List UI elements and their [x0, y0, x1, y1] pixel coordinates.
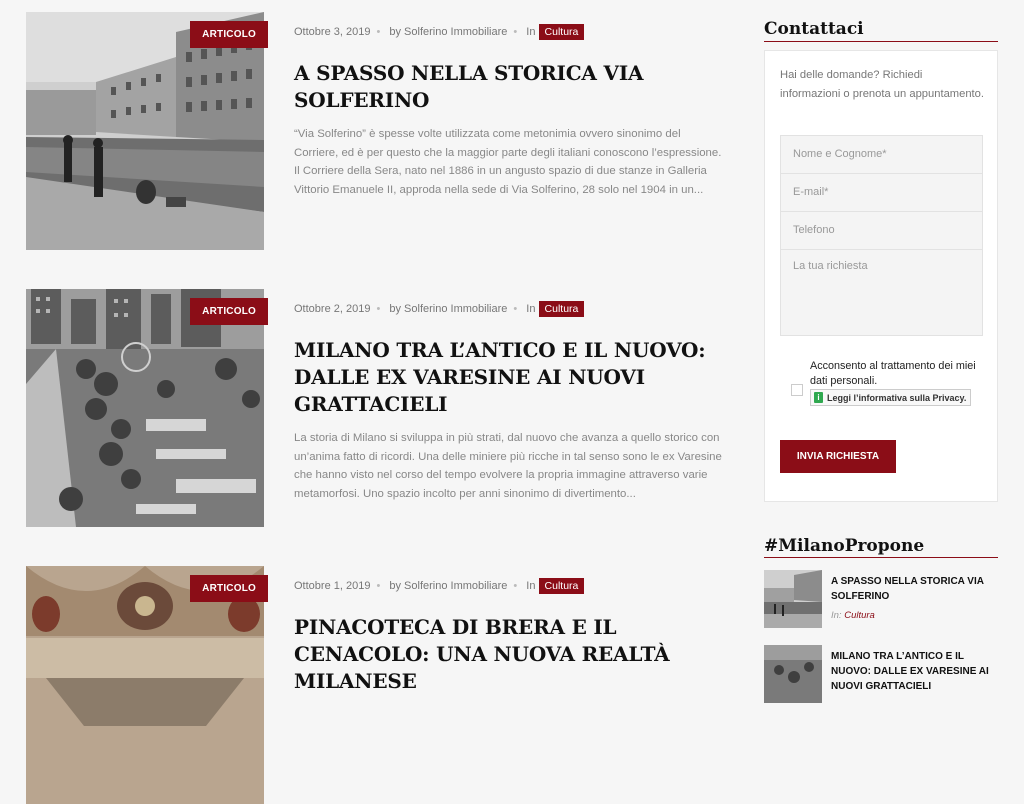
- submit-button[interactable]: INVIA RICHIESTA: [780, 440, 896, 473]
- article-badge[interactable]: ARTICOLO: [190, 21, 268, 48]
- category-tag[interactable]: Cultura: [539, 24, 585, 40]
- article-badge[interactable]: ARTICOLO: [190, 575, 268, 602]
- privacy-link[interactable]: [810, 389, 971, 406]
- post-meta: Ottobre 1, 2019 • by Solferino Immobiliare • In Cultura: [294, 580, 584, 592]
- post-author[interactable]: by Solferino Immobiliare: [389, 580, 508, 592]
- post-title[interactable]: PINACOTECA DI BRERA E IL CENACOLO: UNA NUOVA REALTÀ MILANESE: [294, 615, 670, 693]
- category-tag[interactable]: Cultura: [539, 578, 585, 594]
- consent-checkbox[interactable]: [791, 384, 803, 396]
- post-meta: Ottobre 2, 2019 • by Solferino Immobiliare • In Cultura: [294, 303, 584, 315]
- name-field[interactable]: Nome e Cognome*: [780, 135, 983, 174]
- post-title[interactable]: MILANO TRA L’ANTICO E IL NUOVO: DALLE EX VARESINE AI NUOVI GRATTACIELI: [294, 338, 706, 416]
- post-excerpt: “Via Solferino” è spesse volte utilizzata come metonimia ovvero sinonimo del Corriere, ed è per questo che la maggior parte degli italiani conoscono l’espressione. Il Corriere della Sera, nato nel 1886 in un angusto spazio di due stanze in Galleria Vittorio Emanuele II, approda nella sede di Via Solferino, 28 solo nel 1904 in un...: [294, 128, 722, 196]
- contact-widget-title: Contattaci: [764, 19, 864, 39]
- post-author[interactable]: by Solferino Immobiliare: [389, 26, 508, 38]
- article-badge[interactable]: ARTICOLO: [190, 298, 268, 325]
- post-author[interactable]: by Solferino Immobiliare: [389, 303, 508, 315]
- form-intro: Hai delle domande? Richiedi informazioni o prenota un appuntamento.: [780, 69, 984, 100]
- privacy-link-label: Leggi l’informativa sulla Privacy.: [827, 392, 967, 403]
- privacy-icon: i: [814, 392, 823, 403]
- city-mini-photo: [764, 645, 822, 703]
- post-in-label: In: [526, 26, 536, 38]
- propone-widget-title: #MilanoPropone: [764, 536, 925, 556]
- post-in-label: In: [526, 303, 536, 315]
- phone-field[interactable]: Telefono: [780, 211, 983, 250]
- consent-label: Acconsento al trattamento dei miei dati personali.: [810, 360, 976, 387]
- propone-thumbnail[interactable]: [764, 570, 822, 628]
- propone-category: [831, 610, 875, 621]
- email-field[interactable]: E-mail*: [780, 173, 983, 212]
- post-title[interactable]: A SPASSO NELLA STORICA VIA SOLFERINO: [294, 61, 644, 112]
- widget-divider: [764, 557, 998, 558]
- category-tag[interactable]: Cultura: [539, 301, 585, 317]
- widget-divider: [764, 41, 998, 42]
- post-date[interactable]: Ottobre 1, 2019: [294, 580, 371, 592]
- post-thumbnail-canal[interactable]: [26, 12, 264, 250]
- post-in-label: In: [526, 580, 536, 592]
- post-date[interactable]: Ottobre 2, 2019: [294, 303, 371, 315]
- propone-category-link[interactable]: Cultura: [844, 610, 875, 621]
- propone-title[interactable]: A SPASSO NELLA STORICA VIA SOLFERINO: [831, 576, 984, 602]
- propone-thumbnail[interactable]: [764, 645, 822, 703]
- post-date[interactable]: Ottobre 3, 2019: [294, 26, 371, 38]
- propone-in-label: In:: [831, 610, 842, 621]
- post-excerpt: La storia di Milano si sviluppa in più strati, dal nuovo che avanza a quello storico con un’anima fatto di ricordi. Una delle miniere più ricche in tal senso sono le ex Varesine che hanno visto nel corso del tempo evolvere la propria immagine attraverso varie metamorfosi. Uno spazio incolto per anni sinonimo di divertimento...: [294, 432, 722, 500]
- canal-mini-photo: [764, 570, 822, 628]
- message-textarea[interactable]: La tua richiesta: [780, 249, 983, 336]
- post-meta: Ottobre 3, 2019 • by Solferino Immobiliare • In Cultura: [294, 26, 584, 38]
- post-thumbnail-brera[interactable]: [26, 566, 264, 804]
- post-thumbnail-varesine[interactable]: [26, 289, 264, 527]
- contact-form: [764, 50, 998, 502]
- propone-title[interactable]: MILANO TRA L’ANTICO E IL NUOVO: DALLE EX VARESINE AI NUOVI GRATTACIELI: [831, 651, 989, 692]
